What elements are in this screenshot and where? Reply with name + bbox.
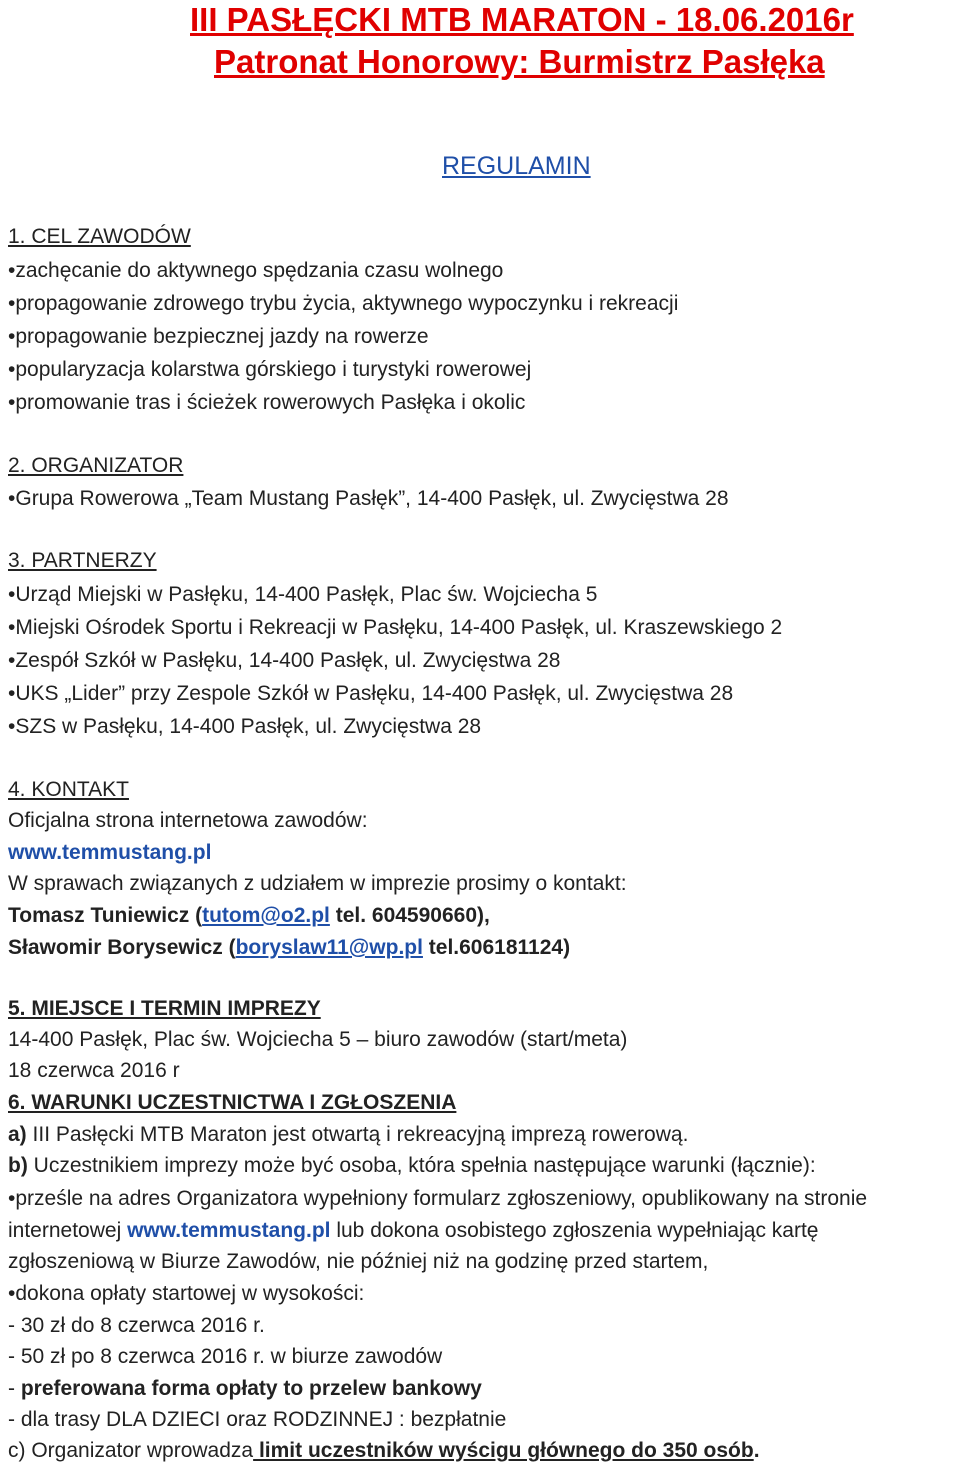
bullet: • [8,715,16,738]
list-item: •dokona opłaty startowej w wysokości: [8,1282,365,1305]
list-item: •popularyzacja kolarstwa górskiego i turystyki rowerowej [8,358,532,381]
section-4-heading: 4. KONTAKT [8,778,129,801]
bullet: • [8,259,16,282]
section-3-heading: 3. PARTNERZY [8,549,157,572]
contact-1: Tomasz Tuniewicz (tutom@o2.pl tel. 604590660), [8,904,490,927]
section-1-heading: 1. CEL ZAWODÓW [8,225,191,248]
condition-a: a) III Pasłęcki MTB Maraton jest otwartą i rekreacyjną imprezą rowerową. [8,1123,689,1146]
list-item: •promowanie tras i ścieżek rowerowych Pasłęka i okolic [8,391,526,414]
bullet: • [8,391,16,414]
fee-line: - 30 zł do 8 czerwca 2016 r. [8,1314,265,1337]
list-item: •propagowanie zdrowego trybu życia, aktywnego wypoczynku i rekreacji [8,292,679,315]
date-line: 18 czerwca 2016 r [8,1059,180,1082]
bullet: • [8,1187,16,1210]
list-item: •Grupa Rowerowa „Team Mustang Pasłęk”, 14-400 Pasłęk, ul. Zwycięstwa 28 [8,487,729,510]
bullet: • [8,1282,16,1305]
website-link[interactable]: www.temmustang.pl [127,1219,331,1242]
bullet: • [8,325,16,348]
bullet: • [8,292,16,315]
list-item: •zachęcanie do aktywnego spędzania czasu wolnego [8,259,504,282]
fee-line: - 50 zł po 8 czerwca 2016 r. w biurze zawodów [8,1345,443,1368]
bullet: • [8,358,16,381]
bullet: • [8,682,16,705]
list-item: •Urząd Miejski w Pasłęku, 14-400 Pasłęk, Plac św. Wojciecha 5 [8,583,598,606]
email-link[interactable]: tutom@o2.pl [202,904,330,927]
email-link[interactable]: boryslaw11@wp.pl [235,936,423,959]
list-item-cont: zgłoszeniową w Biurze Zawodów, nie później niż na godzinę przed startem, [8,1250,709,1273]
site-label: Oficjalna strona internetowa zawodów: [8,809,368,832]
contact-intro: W sprawach związanych z udziałem w imprezie prosimy o kontakt: [8,872,627,895]
section-5-heading: 5. MIEJSCE I TERMIN IMPREZY [8,997,321,1020]
fee-line: - preferowana forma opłaty to przelew bankowy [8,1377,482,1400]
list-item: •Zespół Szkół w Pasłęku, 14-400 Pasłęk, ul. Zwycięstwa 28 [8,649,561,672]
list-item: •Miejski Ośrodek Sportu i Rekreacji w Pasłęku, 14-400 Pasłęk, ul. Kraszewskiego 2 [8,616,783,639]
condition-c: c) Organizator wprowadza limit uczestników wyścigu głównego do 350 osób. [8,1439,760,1462]
title-line-1: III PASŁĘCKI MTB MARATON - 18.06.2016r [190,1,854,38]
fee-line: - dla trasy DLA DZIECI oraz RODZINNEJ : bezpłatnie [8,1408,507,1431]
condition-b: b) Uczestnikiem imprezy może być osoba, która spełnia następujące warunki (łącznie): [8,1154,816,1177]
bullet: • [8,487,16,510]
bullet: • [8,583,16,606]
bullet: • [8,616,16,639]
list-item-cont: internetowej www.temmustang.pl lub dokona osobistego zgłoszenia wypełniając kartę [8,1219,819,1242]
title-line-2: Patronat Honorowy: Burmistrz Pasłęka [214,43,825,80]
website-link[interactable]: www.temmustang.pl [8,841,212,864]
bullet: • [8,649,16,672]
list-item: •prześle na adres Organizatora wypełniony formularz zgłoszeniowy, opublikowany na stronie [8,1187,868,1210]
list-item: •UKS „Lider” przy Zespole Szkół w Pasłęku, 14-400 Pasłęk, ul. Zwycięstwa 28 [8,682,734,705]
section-2-heading: 2. ORGANIZATOR [8,454,184,477]
venue-line: 14-400 Pasłęk, Plac św. Wojciecha 5 – biuro zawodów (start/meta) [8,1028,628,1051]
contact-2: Sławomir Borysewicz (boryslaw11@wp.pl tel.606181124) [8,936,571,959]
regulamin-heading: REGULAMIN [442,152,591,180]
list-item: •propagowanie bezpiecznej jazdy na rowerze [8,325,429,348]
section-6-heading: 6. WARUNKI UCZESTNICTWA I ZGŁOSZENIA [8,1091,457,1114]
list-item: •SZS w Pasłęku, 14-400 Pasłęk, ul. Zwycięstwa 28 [8,715,482,738]
